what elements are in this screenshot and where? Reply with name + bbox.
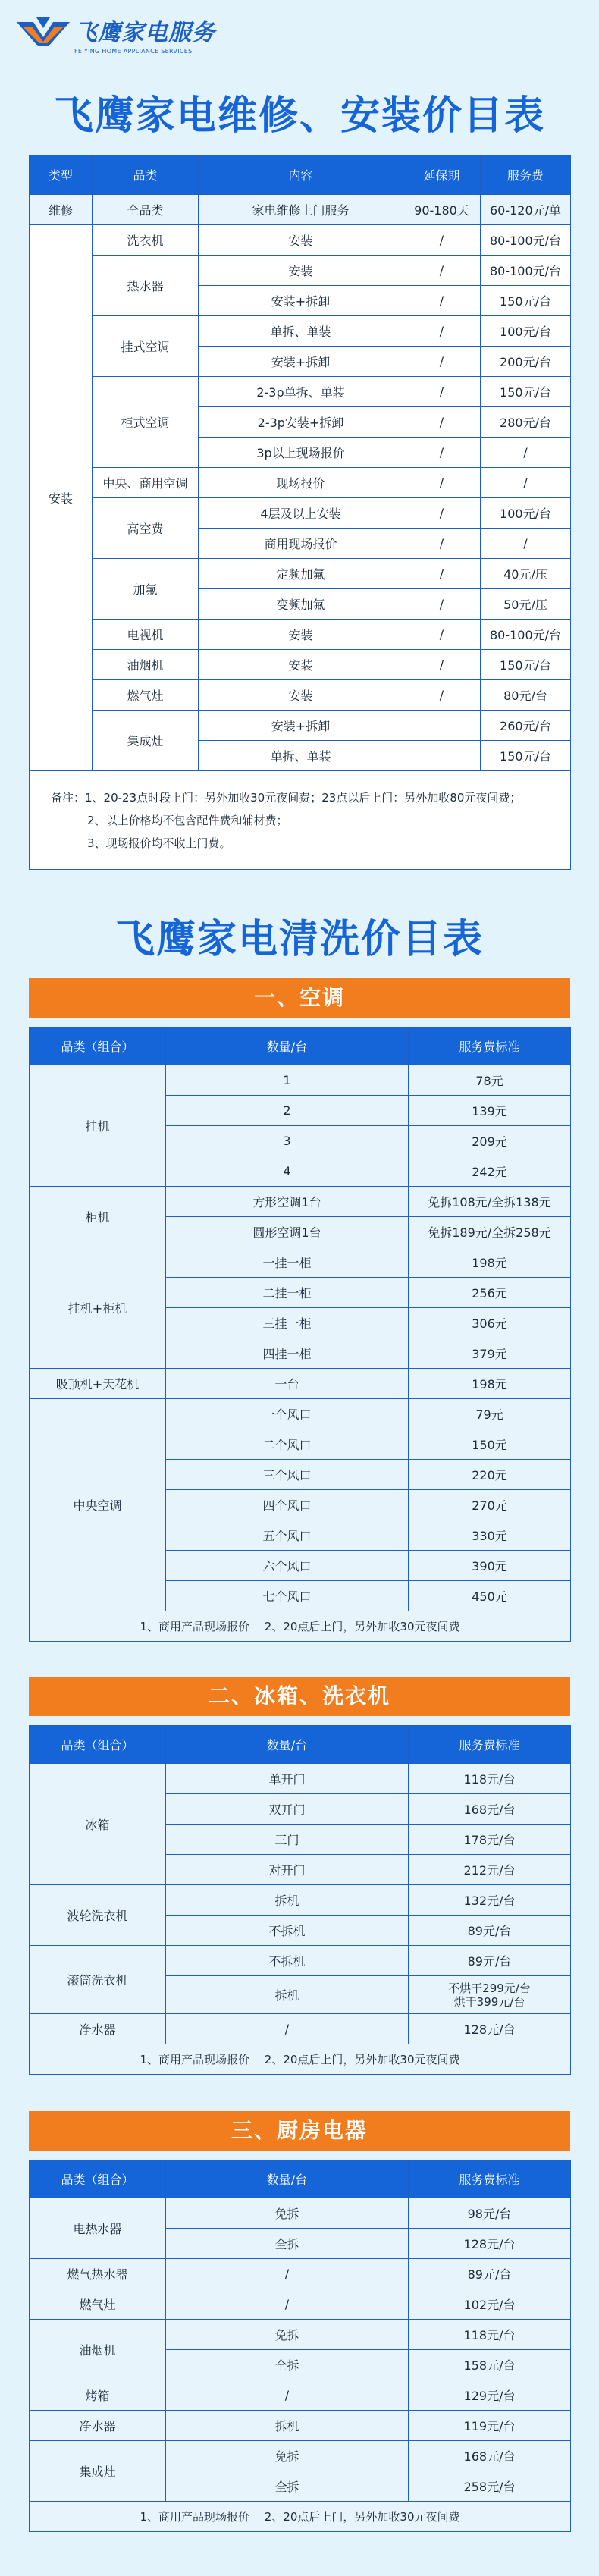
section-title-kitchen: 三、厨房电器 [29,2111,570,2151]
table-row: 单拆、单装 150元/台 [30,741,571,771]
table-row: 中央空调 一个风口 79元 [30,1399,571,1429]
table-row: 3 209元 [30,1126,571,1156]
table-row: 燃气灶 安装 / 80元/台 [30,680,571,711]
table-row: 净水器 / 128元/台 [30,2014,571,2044]
table-row: 4 242元 [30,1156,571,1187]
notes-cell [30,771,571,870]
footer-note: 1、商用产品现场报价 2、20点后上门，另外加收30元夜间费 [30,2044,571,2075]
table-row: 柜机 方形空调1台 免拆108元/全拆138元 [30,1187,571,1217]
table-row: 柜式空调 2-3p单拆、单装 / 150元/台 [30,377,571,407]
table-row: 波轮洗衣机 拆机 132元/台 [30,1885,571,1916]
table-row: 集成灶 免拆 168元/台 [30,2441,571,2471]
table-row: 热水器 安装 / 80-100元/台 [30,256,571,286]
table-row: 二个风口 150元 [30,1429,571,1460]
kitchen-cleaning-table [29,2160,571,2532]
table-row: 烤箱 / 129元/台 [30,2380,571,2411]
header-fee: 服务费 [481,155,571,195]
repair-price-title: 飞鹰家电维修、安装价目表 [53,93,545,139]
repair-price-table [29,155,571,870]
table-row: 燃气灶 / 102元/台 [30,2289,571,2320]
section-title-fridge-washer: 二、冰箱、洗衣机 [29,1677,570,1716]
header-category: 品类（组合） [30,2160,166,2198]
table-row: 挂式空调 单拆、单装 / 100元/台 [30,316,571,347]
notes-row [30,771,571,870]
table-row: 加氟 定频加氟 / 40元/压 [30,559,571,589]
table-row: 维修 全品类 家电维修上门服务 90-180天 60-120元/单 [30,195,571,225]
footer-note: 1、商用产品现场报价 2、20点后上门，另外加收30元夜间费 [30,2502,571,2532]
table-row: 拆机 不烘干299元/台 烘干399元/台 [30,1976,571,2014]
eagle-logo-icon [17,14,70,54]
table-row: 安装+拆卸 / 150元/台 [30,286,571,316]
table-row: 2 139元 [30,1096,571,1126]
table-row: 冰箱 单开门 118元/台 [30,1764,571,1794]
table-row: 燃气热水器 / 89元/台 [30,2259,571,2289]
brand-logo-block [17,14,215,55]
footer-row [30,2502,571,2532]
note-line: 2、以上价格均不包含配件费和辅材费； [87,813,288,827]
table-row: 四个风口 270元 [30,1490,571,1520]
cleaning-price-title: 飞鹰家电清洗价目表 [114,917,484,962]
table-row: 对开门 212元/台 [30,1855,571,1885]
table-row: 圆形空调1台 免拆189元/全拆258元 [30,1217,571,1247]
note-line: 备注：1、20-23点时段上门：另外加收30元夜间费；23点以后上门：另外加收80元夜间费； [51,790,522,805]
table-row: 安装 洗衣机 安装 / 80-100元/台 [30,225,571,256]
table-row: 双开门 168元/台 [30,1794,571,1825]
table-row: 七个风口 450元 [30,1581,571,1611]
table-row: 不拆机 89元/台 [30,1916,571,1946]
table-row: 安装+拆卸 / 200元/台 [30,347,571,377]
brand-name: 飞鹰家电服务 [74,20,215,46]
table-row: 挂机+柜机 一挂一柜 198元 [30,1247,571,1278]
table-row: 3p以上现场报价 / / [30,438,571,468]
header-category: 品类（组合） [30,1726,166,1764]
footer-row [30,2044,571,2075]
table-row: 三个风口 220元 [30,1460,571,1490]
header-content: 内容 [199,155,403,195]
header-quantity: 数量/台 [166,1726,409,1764]
table-row: 电视机 安装 / 80-100元/台 [30,620,571,650]
type-install-cell: 安装 [30,225,93,771]
table-row: 全拆 158元/台 [30,2350,571,2380]
table-row: 中央、商用空调 现场报价 / / [30,468,571,498]
table-row: 吸顶机+天花机 一台 198元 [30,1369,571,1399]
ac-cleaning-table [29,1027,571,1642]
header-quantity: 数量/台 [166,1028,409,1065]
table-row: 商用现场报价 / / [30,529,571,559]
section-title-ac: 一、空调 [29,978,570,1018]
table-row: 变频加氟 / 50元/压 [30,589,571,620]
header-warranty: 延保期 [403,155,481,195]
table-row: 2-3p安装+拆卸 / 280元/台 [30,407,571,438]
table-row: 挂机 1 78元 [30,1065,571,1096]
brand-name-en: FEIYING HOME APPLIANCE SERVICES [74,48,193,55]
header-quantity: 数量/台 [166,2160,409,2198]
note-line: 3、现场报价均不收上门费。 [87,836,231,850]
table-row: 净水器 拆机 119元/台 [30,2411,571,2441]
table-row: 滚筒洗衣机 不拆机 89元/台 [30,1946,571,1976]
table-row: 油烟机 安装 / 150元/台 [30,650,571,680]
table-row: 六个风口 390元 [30,1551,571,1581]
table-row: 二挂一柜 256元 [30,1278,571,1308]
fridge-washer-cleaning-table [29,1725,571,2075]
header-fee: 服务费标准 [409,1028,571,1065]
table-row: 三挂一柜 306元 [30,1308,571,1338]
footer-row [30,1611,571,1642]
table-row: 三门 178元/台 [30,1825,571,1855]
header-type: 类型 [30,155,93,195]
table-row: 四挂一柜 379元 [30,1338,571,1369]
table-row: 全拆 128元/台 [30,2229,571,2259]
table-row: 油烟机 免拆 118元/台 [30,2320,571,2350]
footer-note: 1、商用产品现场报价 2、20点后上门，另外加收30元夜间费 [30,1611,571,1642]
table-row: 五个风口 330元 [30,1520,571,1551]
table-row: 集成灶 安装+拆卸 260元/台 [30,711,571,741]
header-fee: 服务费标准 [409,1726,571,1764]
table-row: 电热水器 免拆 98元/台 [30,2198,571,2229]
header-category: 品类（组合） [30,1028,166,1065]
table-row: 高空费 4层及以上安装 / 100元/台 [30,498,571,529]
header-category: 品类 [93,155,199,195]
table-row: 全拆 258元/台 [30,2471,571,2502]
header-fee: 服务费标准 [409,2160,571,2198]
